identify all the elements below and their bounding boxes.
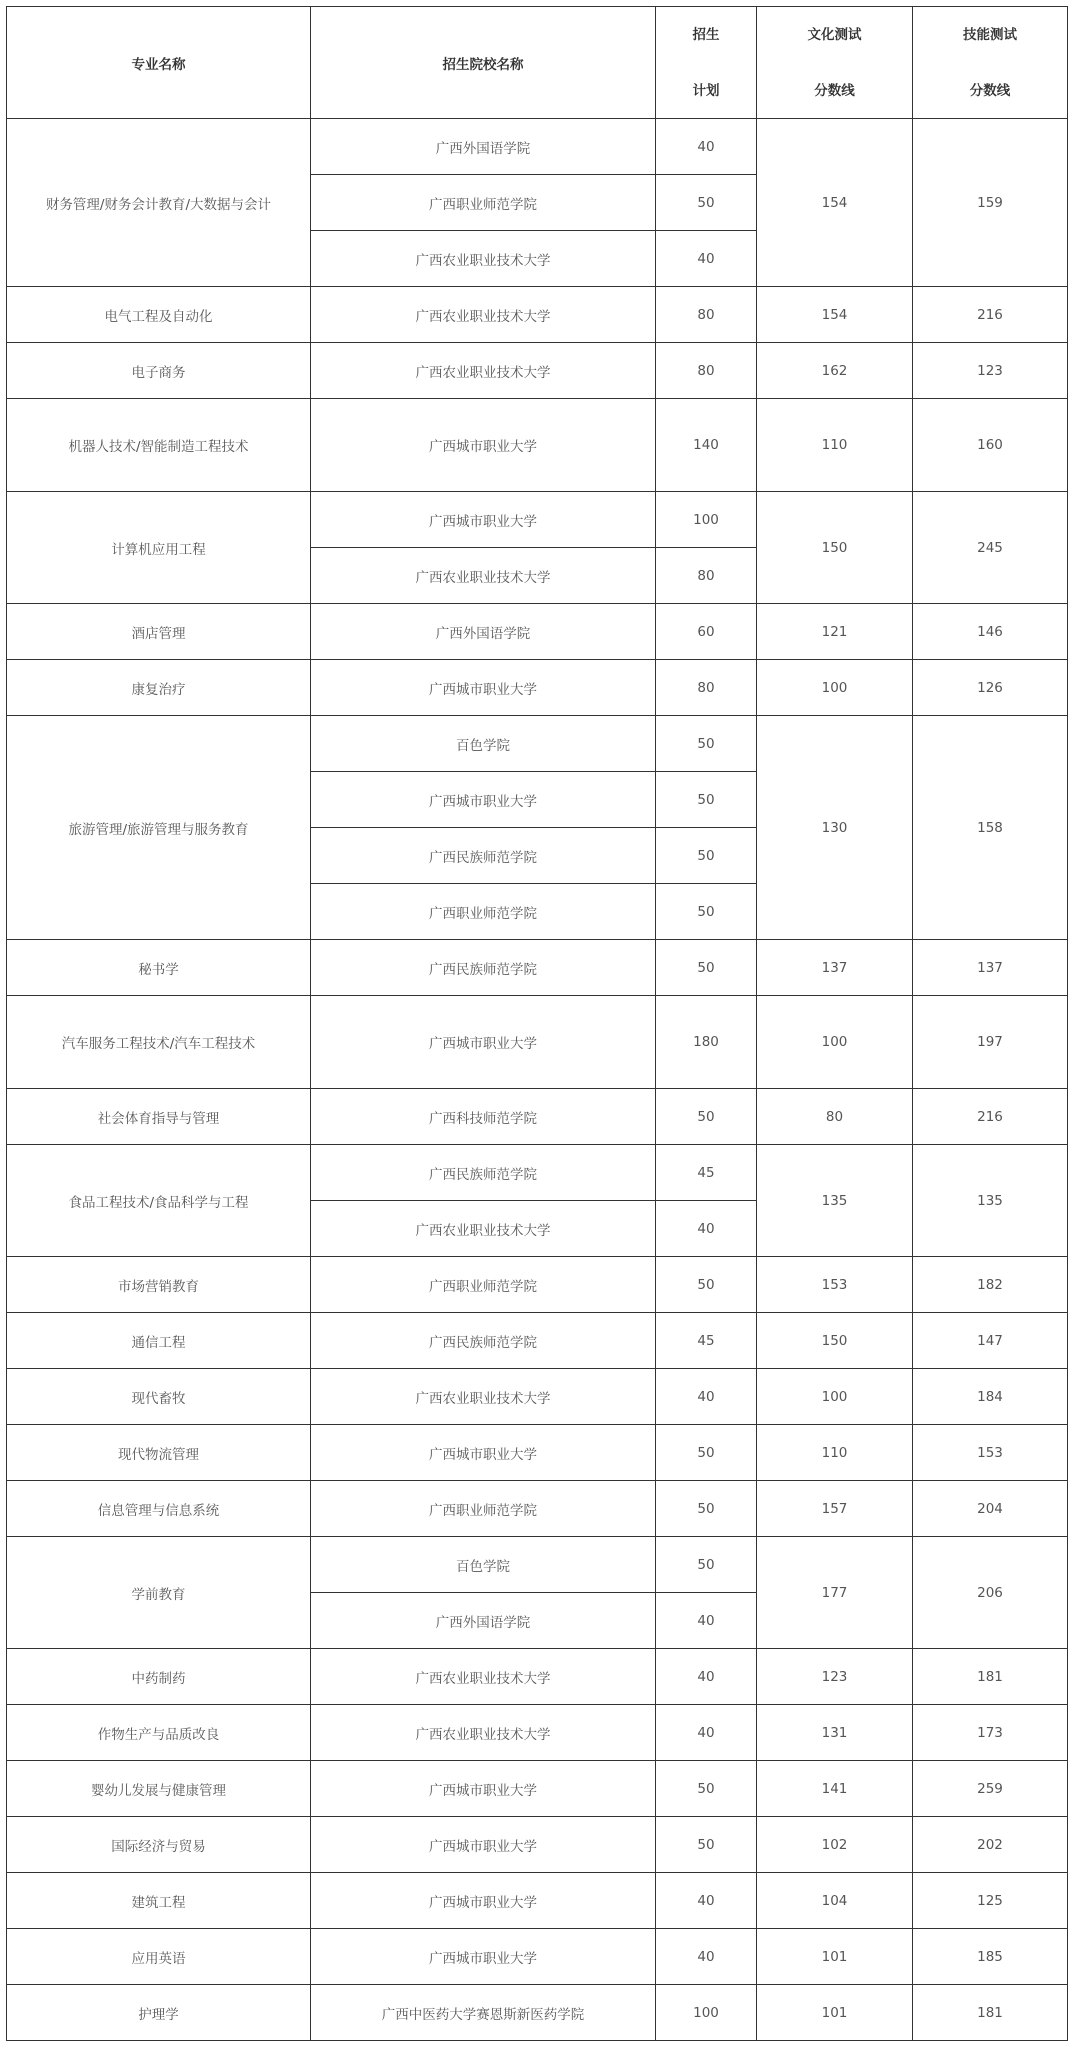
culture-score-cell: 130	[757, 716, 913, 940]
skill-score-cell: 125	[913, 1873, 1068, 1929]
plan-cell: 50	[656, 1761, 757, 1817]
skill-score-cell: 181	[913, 1649, 1068, 1705]
skill-score-cell: 204	[913, 1481, 1068, 1537]
culture-score-cell: 104	[757, 1873, 913, 1929]
plan-cell: 80	[656, 287, 757, 343]
header-plan	[656, 7, 757, 119]
table-row	[7, 604, 1068, 660]
plan-cell: 60	[656, 604, 757, 660]
school-cell: 广西民族师范学院	[311, 1145, 656, 1201]
skill-score-cell: 184	[913, 1369, 1068, 1425]
header-culture-score	[757, 7, 913, 119]
plan-cell: 80	[656, 660, 757, 716]
school-cell: 广西城市职业大学	[311, 492, 656, 548]
school-cell: 广西城市职业大学	[311, 1425, 656, 1481]
skill-score-cell: 146	[913, 604, 1068, 660]
table-row	[7, 1537, 1068, 1593]
skill-score-cell: 153	[913, 1425, 1068, 1481]
major-cell: 秘书学	[7, 940, 311, 996]
plan-cell: 45	[656, 1145, 757, 1201]
school-cell: 广西城市职业大学	[311, 996, 656, 1089]
plan-cell: 40	[656, 1369, 757, 1425]
culture-score-cell: 101	[757, 1929, 913, 1985]
major-cell: 市场营销教育	[7, 1257, 311, 1313]
culture-score-cell: 101	[757, 1985, 913, 2041]
plan-cell: 40	[656, 1201, 757, 1257]
table-row	[7, 716, 1068, 772]
culture-score-cell: 80	[757, 1089, 913, 1145]
table-row	[7, 343, 1068, 399]
school-cell: 广西职业师范学院	[311, 884, 656, 940]
table-row	[7, 660, 1068, 716]
table-row	[7, 1649, 1068, 1705]
table-row	[7, 1257, 1068, 1313]
major-cell: 社会体育指导与管理	[7, 1089, 311, 1145]
plan-cell: 40	[656, 1873, 757, 1929]
school-cell: 广西城市职业大学	[311, 1873, 656, 1929]
culture-score-cell: 150	[757, 1313, 913, 1369]
school-cell: 广西农业职业技术大学	[311, 1369, 656, 1425]
culture-score-cell: 154	[757, 119, 913, 287]
plan-cell: 50	[656, 175, 757, 231]
skill-score-cell: 202	[913, 1817, 1068, 1873]
school-cell: 广西城市职业大学	[311, 1929, 656, 1985]
school-cell: 广西农业职业技术大学	[311, 1201, 656, 1257]
header-skill-score	[913, 7, 1068, 119]
plan-cell: 40	[656, 1649, 757, 1705]
culture-score-cell: 150	[757, 492, 913, 604]
school-cell: 广西外国语学院	[311, 1593, 656, 1649]
plan-cell: 40	[656, 1705, 757, 1761]
plan-cell: 50	[656, 716, 757, 772]
skill-score-cell: 197	[913, 996, 1068, 1089]
header-major-label: 专业名称	[131, 56, 186, 73]
culture-score-cell: 123	[757, 1649, 913, 1705]
school-cell: 广西职业师范学院	[311, 175, 656, 231]
skill-score-cell: 135	[913, 1145, 1068, 1257]
school-cell: 广西农业职业技术大学	[311, 1649, 656, 1705]
culture-score-cell: 102	[757, 1817, 913, 1873]
skill-score-cell: 159	[913, 119, 1068, 287]
plan-cell: 50	[656, 1537, 757, 1593]
school-cell: 广西农业职业技术大学	[311, 343, 656, 399]
school-cell: 广西城市职业大学	[311, 399, 656, 492]
culture-score-cell: 110	[757, 1425, 913, 1481]
skill-score-cell: 182	[913, 1257, 1068, 1313]
major-cell: 电子商务	[7, 343, 311, 399]
table-row	[7, 1929, 1068, 1985]
major-cell: 食品工程技术/食品科学与工程	[7, 1145, 311, 1257]
plan-cell: 45	[656, 1313, 757, 1369]
header-plan-line1: 招生	[692, 26, 720, 43]
plan-cell: 50	[656, 828, 757, 884]
culture-score-cell: 153	[757, 1257, 913, 1313]
header-culture-line1: 文化测试	[807, 26, 862, 43]
plan-cell: 40	[656, 1593, 757, 1649]
culture-score-cell: 141	[757, 1761, 913, 1817]
plan-cell: 50	[656, 1481, 757, 1537]
table-row	[7, 287, 1068, 343]
plan-cell: 80	[656, 548, 757, 604]
table-row	[7, 1481, 1068, 1537]
header-school	[311, 7, 656, 119]
skill-score-cell: 259	[913, 1761, 1068, 1817]
plan-cell: 50	[656, 772, 757, 828]
culture-score-cell: 162	[757, 343, 913, 399]
school-cell: 百色学院	[311, 716, 656, 772]
table-row	[7, 940, 1068, 996]
school-cell: 广西城市职业大学	[311, 1817, 656, 1873]
major-cell: 护理学	[7, 1985, 311, 2041]
school-cell: 广西民族师范学院	[311, 828, 656, 884]
school-cell: 广西农业职业技术大学	[311, 548, 656, 604]
table-row	[7, 1425, 1068, 1481]
skill-score-cell: 206	[913, 1537, 1068, 1649]
table-row	[7, 1313, 1068, 1369]
table-row	[7, 492, 1068, 548]
major-cell: 婴幼儿发展与健康管理	[7, 1761, 311, 1817]
culture-score-cell: 177	[757, 1537, 913, 1649]
plan-cell: 140	[656, 399, 757, 492]
plan-cell: 50	[656, 1817, 757, 1873]
culture-score-cell: 157	[757, 1481, 913, 1537]
school-cell: 广西中医药大学赛恩斯新医药学院	[311, 1985, 656, 2041]
table-row	[7, 1369, 1068, 1425]
culture-score-cell: 131	[757, 1705, 913, 1761]
major-cell: 酒店管理	[7, 604, 311, 660]
plan-cell: 50	[656, 1425, 757, 1481]
skill-score-cell: 147	[913, 1313, 1068, 1369]
skill-score-cell: 216	[913, 287, 1068, 343]
plan-cell: 180	[656, 996, 757, 1089]
header-culture-line2: 分数线	[814, 82, 855, 99]
school-cell: 广西民族师范学院	[311, 1313, 656, 1369]
header-skill-line1: 技能测试	[963, 26, 1017, 43]
culture-score-cell: 110	[757, 399, 913, 492]
plan-cell: 40	[656, 119, 757, 175]
plan-cell: 50	[656, 884, 757, 940]
skill-score-cell: 126	[913, 660, 1068, 716]
header-school-label: 招生院校名称	[442, 56, 524, 73]
skill-score-cell: 245	[913, 492, 1068, 604]
major-cell: 现代物流管理	[7, 1425, 311, 1481]
school-cell: 广西城市职业大学	[311, 1761, 656, 1817]
school-cell: 广西农业职业技术大学	[311, 287, 656, 343]
school-cell: 广西职业师范学院	[311, 1481, 656, 1537]
table-row	[7, 1145, 1068, 1201]
school-cell: 广西外国语学院	[311, 119, 656, 175]
culture-score-cell: 100	[757, 660, 913, 716]
school-cell: 广西农业职业技术大学	[311, 231, 656, 287]
major-cell: 计算机应用工程	[7, 492, 311, 604]
admission-table-container	[6, 6, 1068, 2041]
table-row	[7, 399, 1068, 492]
header-skill-line2: 分数线	[969, 82, 1011, 99]
major-cell: 旅游管理/旅游管理与服务教育	[7, 716, 311, 940]
skill-score-cell: 173	[913, 1705, 1068, 1761]
table-row	[7, 1705, 1068, 1761]
skill-score-cell: 123	[913, 343, 1068, 399]
plan-cell: 40	[656, 1929, 757, 1985]
culture-score-cell: 100	[757, 1369, 913, 1425]
culture-score-cell: 121	[757, 604, 913, 660]
plan-cell: 50	[656, 1257, 757, 1313]
major-cell: 机器人技术/智能制造工程技术	[7, 399, 311, 492]
skill-score-cell: 137	[913, 940, 1068, 996]
major-cell: 中药制药	[7, 1649, 311, 1705]
school-cell: 广西科技师范学院	[311, 1089, 656, 1145]
header-major	[7, 7, 311, 119]
major-cell: 学前教育	[7, 1537, 311, 1649]
school-cell: 广西城市职业大学	[311, 772, 656, 828]
plan-cell: 50	[656, 940, 757, 996]
table-row	[7, 996, 1068, 1089]
table-row	[7, 1873, 1068, 1929]
table-row	[7, 119, 1068, 175]
plan-cell: 100	[656, 1985, 757, 2041]
major-cell: 汽车服务工程技术/汽车工程技术	[7, 996, 311, 1089]
school-cell: 广西外国语学院	[311, 604, 656, 660]
major-cell: 应用英语	[7, 1929, 311, 1985]
skill-score-cell: 160	[913, 399, 1068, 492]
school-cell: 百色学院	[311, 1537, 656, 1593]
plan-cell: 80	[656, 343, 757, 399]
school-cell: 广西城市职业大学	[311, 660, 656, 716]
header-plan-line2: 计划	[692, 82, 720, 99]
school-cell: 广西农业职业技术大学	[311, 1705, 656, 1761]
table-body	[7, 119, 1068, 2041]
table-row	[7, 1761, 1068, 1817]
table-row	[7, 1089, 1068, 1145]
major-cell: 建筑工程	[7, 1873, 311, 1929]
major-cell: 国际经济与贸易	[7, 1817, 311, 1873]
skill-score-cell: 181	[913, 1985, 1068, 2041]
culture-score-cell: 135	[757, 1145, 913, 1257]
culture-score-cell: 154	[757, 287, 913, 343]
major-cell: 财务管理/财务会计教育/大数据与会计	[7, 119, 311, 287]
culture-score-cell: 100	[757, 996, 913, 1089]
skill-score-cell: 216	[913, 1089, 1068, 1145]
major-cell: 通信工程	[7, 1313, 311, 1369]
plan-cell: 40	[656, 231, 757, 287]
school-cell: 广西民族师范学院	[311, 940, 656, 996]
skill-score-cell: 185	[913, 1929, 1068, 1985]
table-row	[7, 1985, 1068, 2041]
culture-score-cell: 137	[757, 940, 913, 996]
plan-cell: 100	[656, 492, 757, 548]
major-cell: 作物生产与品质改良	[7, 1705, 311, 1761]
skill-score-cell: 158	[913, 716, 1068, 940]
header-row	[7, 7, 1068, 119]
major-cell: 现代畜牧	[7, 1369, 311, 1425]
admission-score-table	[6, 6, 1068, 2041]
school-cell: 广西职业师范学院	[311, 1257, 656, 1313]
major-cell: 信息管理与信息系统	[7, 1481, 311, 1537]
major-cell: 电气工程及自动化	[7, 287, 311, 343]
plan-cell: 50	[656, 1089, 757, 1145]
table-row	[7, 1817, 1068, 1873]
major-cell: 康复治疗	[7, 660, 311, 716]
